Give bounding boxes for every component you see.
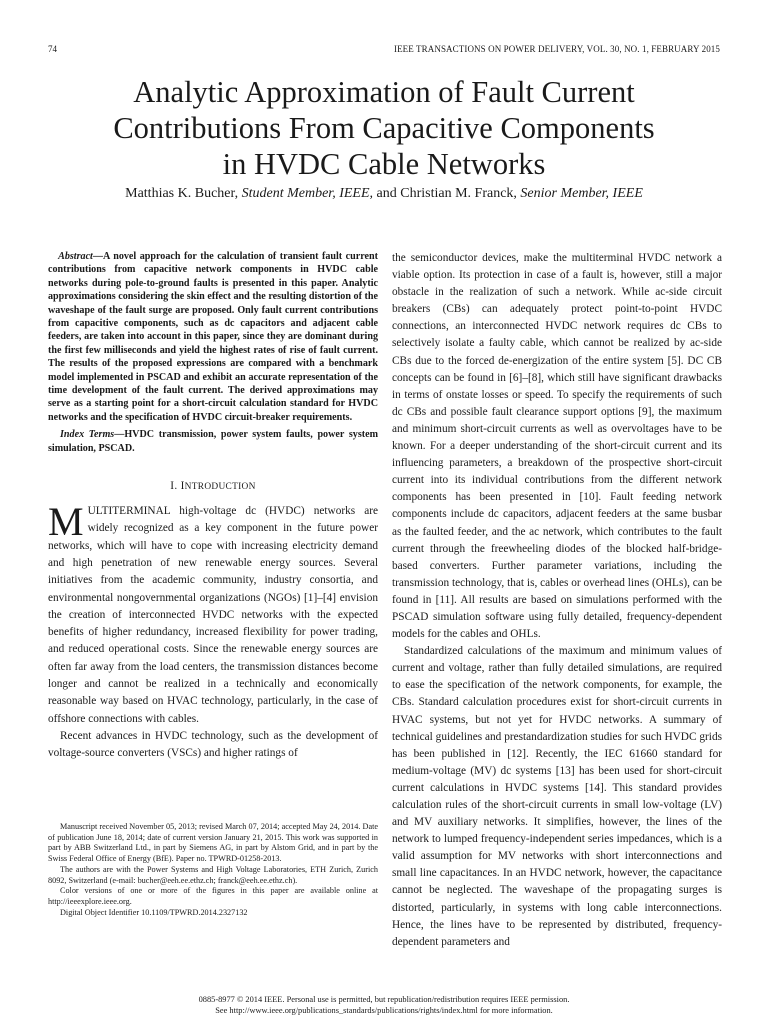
footnote-doi: Digital Object Identifier 10.1109/TPWRD.2014.2327132 [60,907,248,917]
abstract [48,250,378,424]
copyright-line: 0885-8977 © 2014 IEEE. Personal use is permitted, but republication/redistribution requires IEEE permission. [198,995,570,1004]
footnote-manuscript: Manuscript received November 05, 2013; revised March 07, 2014; accepted May 24, 2014. Date of publication June 18, 2014; date of current version January 21, 2015. This work was supported in part by ABB Switzerland Ltd., in part by Siemens AG, in part by Alstom Grid, and in part by the Swiss Federal Office of Energy (BfE). Paper no. TPWRD-01258-2013. [48,822,378,864]
section-heading [48,480,378,492]
intro-paragraph-1 [48,499,378,728]
intro-text-1: ULTITERMINAL high-voltage dc (HVDC) networks are widely recognized as a key component in the future power networks, which will have to cope with increasing electricity demand and high penetration of new renewable energy sources. Several initiatives from the academic community, industry consortia, and environmental nongovernmental organizations (NGOs) [1]–[4] envision the creation of interconnected HVDC networks with the expected benefits of higher redundancy, increased flexibility for power trading, and reduced operational costs. Since the renewable energy sources are often far away from the load centers, the transmission distances become longer and cannot be realized in a technically and economically reasonable way based on HVAC technology, particularly, in the case of offshore connections with cables. [48,505,378,725]
right-column [392,250,722,951]
author-conjunction: and [376,186,397,201]
abstract-text: —A novel approach for the calculation of transient fault current contributions from capacitive network components in HVDC cable networks during pole-to-ground faults is presented in this paper. Analytic approximations considering the skin effect and the resulting distortion of the waveshape of the fault surge are proposed. Only fault current contributions from capacitive components, such as dc capacitors and adjacent cable feeders, are taken into account in this paper, since they are dominant during the first few milliseconds and yield the highest rates of rise of fault current. The results of the proposed expressions are compared with a benchmark model implemented in PSCAD and exhibit an accurate representation of the time development of the fault current. The derived approximations may serve as a starting point for a short-circuit calculation standard for HVDC networks and the specification of HVDC circuit-breaker requirements. [48,251,378,423]
author-1: Matthias K. Bucher, [125,186,239,201]
author-2: Christian M. Franck, [400,186,517,201]
paper-title [40,74,728,182]
section-numeral: I. [170,480,178,493]
index-terms-text: —HVDC transmission, power system faults, power system simulation, PSCAD. [48,429,378,454]
section-title-rest: NTRODUCTION [184,482,256,493]
intro-paragraph-2: Recent advances in HVDC technology, such as the development of voltage-source converters (VSCs) and higher ratings of [48,729,378,760]
journal-info: IEEE TRANSACTIONS ON POWER DELIVERY, VOL. 30, NO. 1, FEBRUARY 2015 [393,44,720,54]
title-line: Contributions From Capacitive Components [113,111,655,145]
author-2-role: Senior Member, IEEE [520,186,643,201]
index-terms [48,428,378,455]
page-number: 74 [48,44,57,54]
running-header [48,44,720,58]
right-paragraph-2: Standardized calculations of the maximum and minimum values of current and voltage, rather than fully detailed simulations, are required to ease the specification of the network components, for example, the CBs. Standard calculation procedures exist for short-circuit currents in HVAC systems, but not yet for HVDC networks. A summary of technical guidelines and prestandardization studies for such HVDC grids has been published in [12]. Recently, the IEC 61660 standard for medium-voltage (MV) dc systems [13] has been used for short-circuit current calculations in HVDC systems [14]. This standard provides calculation rules of the short-circuit currents in small low-voltage (LV) and MV auxiliary networks. It simplifies, however, the lines of the network to lumped frequency-independent series impedances, which is a valid assumption for MV networks with short interconnections and small line capacitances. In an HVDC network, however, the capacitance cannot be neglected. The waveshape of the propagating surges is distorted, particularly, in systems with long cable interconnections. Hence, the lines have to be represented by distributed, frequency-dependent parameters and [392,645,722,948]
title-line: Analytic Approximation of Fault Current [133,75,635,109]
left-column [48,250,378,763]
title-line: in HVDC Cable Networks [222,147,546,181]
abstract-label: Abstract [58,251,93,262]
footnote-color: Color versions of one or more of the figures in this paper are available online at http://ieeexplore.ieee.org. [48,886,378,906]
author-line [40,186,728,202]
section-title-initial: I [180,480,185,493]
footnote-authors: The authors are with the Power Systems and High Voltage Laboratories, ETH Zurich, Zurich 8092, Switzerland (e-mail: bucher@eeh.ee.ethz.ch; franck@eeh.ee.ethz.ch). [48,864,378,885]
author-1-role: Student Member, IEEE, [241,186,374,201]
drop-cap: M [48,499,84,545]
copyright-footer [0,994,768,1017]
footnotes [48,822,378,918]
right-paragraph-1: the semiconductor devices, make the multiterminal HVDC network a viable option. Its protection in case of a fault is, however, still a major obstacle in the realization of such a network. While ac-side circuit breakers (CBs) can adequately protect point-to-point HVDC connections, an interconnected HVDC network requires dc CBs to selectively isolate a faulty cable, which cannot be realized by ac-side CBs due to the forced de-energization of the entire system [5]. DC CB concepts can be found in [6]–[8], which still have significant drawbacks in terms of onstate losses or speed. To specify the requirements of such dc CBs and possible fault clearance support options [9], the maximum and minimum short-circuit currents as well as overvoltages have to be known. For a deeper understanding of the short-circuit current and its influencing parameters, a breakdown of the prospective short-circuit current into its individual contributions from the different network components has been presented in [10]. Fault feeding network components include dc capacitors, adjacent feeders at the same busbar as the faulted feeder, and the ac network, which contributes to the fault current through the freewheeling diodes of the blocked half-bridge-based converters. Further parameter variations, including the transmission technology, that is, cables or overhead lines (OHLs), can be found in [11]. All results are based on simulations performed with the PSCAD simulation software using fully detailed, frequency-dependent models for the cables and OHLs. [392,252,722,641]
index-terms-label: Index Terms [60,429,115,441]
rights-url-line: See http://www.ieee.org/publications_standards/publications/rights/index.html for more information. [215,1006,553,1016]
